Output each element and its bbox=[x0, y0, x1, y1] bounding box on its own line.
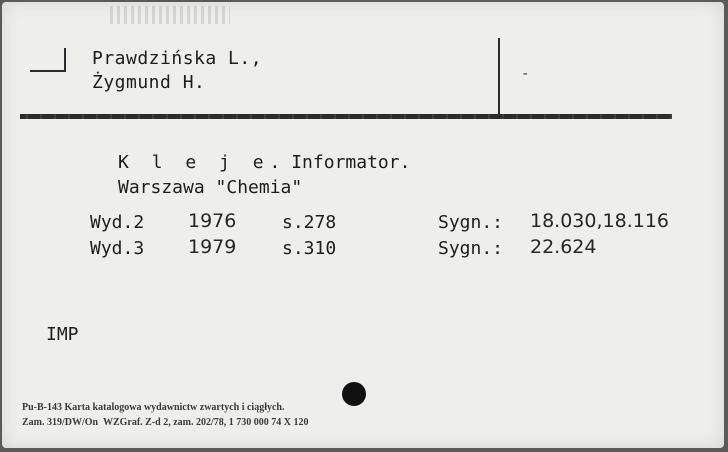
edition-label: Wyd.2 bbox=[90, 212, 145, 233]
edition-label: Wyd.3 bbox=[90, 238, 145, 259]
corner-bracket bbox=[30, 48, 66, 72]
signature-label: Sygn.: bbox=[438, 238, 504, 259]
vertical-divider bbox=[498, 38, 500, 114]
author-line-2: Żygmund H. bbox=[92, 72, 206, 93]
horizontal-rule bbox=[20, 114, 672, 119]
faint-stamp-mark bbox=[110, 6, 230, 24]
edition-year: 1979 bbox=[188, 236, 237, 258]
signature-number: 22.624 bbox=[530, 236, 597, 258]
punch-hole bbox=[342, 382, 366, 406]
edition-pages: s.278 bbox=[282, 212, 337, 233]
publisher-line: Warszawa "Chemia" bbox=[118, 177, 303, 198]
signature-label: Sygn.: bbox=[438, 212, 504, 233]
code-label: IMP bbox=[46, 324, 79, 345]
catalog-card bbox=[2, 2, 724, 448]
author-line-1: Prawdzińska L., bbox=[92, 48, 263, 69]
edition-pages: s.310 bbox=[282, 238, 337, 259]
footer-line-1: Pu-B-143 Karta katalogowa wydawnictw zwartych i ciągłych. bbox=[22, 402, 285, 413]
title-rest: . Informator. bbox=[269, 152, 411, 173]
title-line bbox=[118, 152, 410, 173]
footer-line-2: Zam. 319/DW/On WZGraf. Z-d 2, zam. 202/78, 1 730 000 74 X 120 bbox=[22, 417, 309, 428]
side-mark: - bbox=[521, 66, 530, 82]
title-spaced: K l e j e bbox=[118, 152, 270, 173]
signature-number: 18.030,18.116 bbox=[530, 210, 670, 232]
edition-year: 1976 bbox=[188, 210, 237, 232]
